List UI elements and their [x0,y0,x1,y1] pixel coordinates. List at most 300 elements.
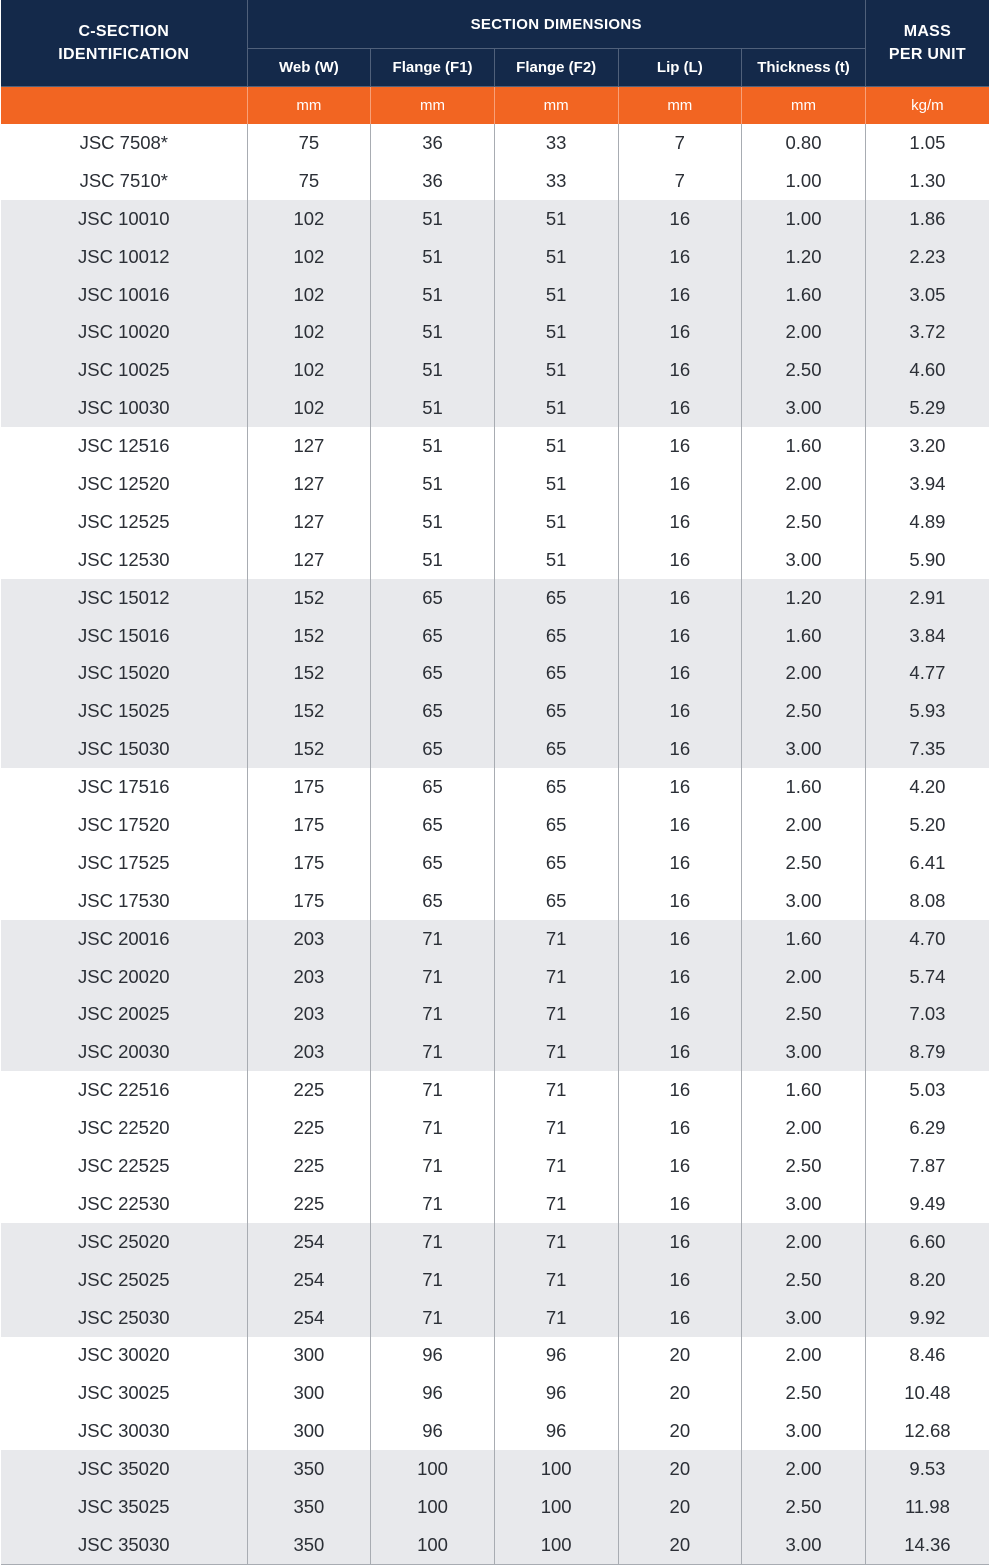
table-row [1,1299,989,1337]
table-row [1,1412,989,1450]
cell-section-id: JSC 10025 [1,351,247,389]
cell-flange-f1: 71 [371,1109,495,1147]
cell-section-id: JSC 25030 [1,1299,247,1337]
cell-flange-f1: 100 [371,1450,495,1488]
cell-section-id: JSC 25025 [1,1261,247,1299]
table-row [1,692,989,730]
cell-flange-f2: 71 [494,1033,618,1071]
cell-thickness: 2.00 [742,1450,866,1488]
cell-web: 175 [247,806,371,844]
cell-lip: 16 [618,427,742,465]
cell-thickness: 2.50 [742,1147,866,1185]
table-row [1,427,989,465]
column-header-flange-f1: Flange (F1) [371,49,495,87]
cell-web: 152 [247,579,371,617]
cell-flange-f1: 65 [371,654,495,692]
cell-thickness: 2.50 [742,692,866,730]
cell-section-id: JSC 35020 [1,1450,247,1488]
table-row [1,1488,989,1526]
table-row [1,920,989,958]
cell-lip: 16 [618,1223,742,1261]
cell-mass: 5.90 [865,541,989,579]
cell-mass: 8.46 [865,1337,989,1375]
cell-web: 75 [247,162,371,200]
table-row [1,1033,989,1071]
cell-section-id: JSC 15030 [1,730,247,768]
cell-flange-f2: 71 [494,1261,618,1299]
cell-lip: 16 [618,995,742,1033]
column-header-thickness: Thickness (t) [742,49,866,87]
cell-web: 102 [247,200,371,238]
table-row [1,503,989,541]
column-header-flange-f2: Flange (F2) [494,49,618,87]
cell-lip: 16 [618,503,742,541]
cell-lip: 16 [618,882,742,920]
table-row [1,389,989,427]
cell-web: 254 [247,1223,371,1261]
cell-web: 300 [247,1374,371,1412]
cell-flange-f1: 51 [371,313,495,351]
cell-section-id: JSC 17530 [1,882,247,920]
column-header-lip: Lip (L) [618,49,742,87]
cell-flange-f1: 65 [371,579,495,617]
cell-lip: 16 [618,579,742,617]
cell-web: 203 [247,920,371,958]
cell-flange-f1: 71 [371,1147,495,1185]
cell-mass: 7.35 [865,730,989,768]
table-row [1,124,989,162]
units-spacer [1,87,247,125]
cell-web: 300 [247,1412,371,1450]
cell-mass: 5.03 [865,1071,989,1109]
cell-mass: 3.72 [865,313,989,351]
cell-flange-f1: 65 [371,844,495,882]
cell-thickness: 1.60 [742,427,866,465]
cell-flange-f1: 51 [371,541,495,579]
cell-section-id: JSC 30030 [1,1412,247,1450]
table-row [1,806,989,844]
cell-thickness: 3.00 [742,1033,866,1071]
cell-thickness: 2.50 [742,1261,866,1299]
cell-flange-f2: 51 [494,389,618,427]
cell-lip: 20 [618,1450,742,1488]
cell-flange-f2: 96 [494,1412,618,1450]
cell-mass: 4.89 [865,503,989,541]
cell-thickness: 1.60 [742,276,866,314]
cell-mass: 5.74 [865,958,989,996]
cell-thickness: 3.00 [742,1185,866,1223]
table-row [1,844,989,882]
cell-thickness: 1.20 [742,238,866,276]
cell-web: 175 [247,768,371,806]
cell-flange-f2: 65 [494,617,618,655]
cell-thickness: 3.00 [742,882,866,920]
cell-web: 102 [247,313,371,351]
cell-thickness: 3.00 [742,1526,866,1564]
cell-section-id: JSC 12516 [1,427,247,465]
cell-flange-f2: 51 [494,427,618,465]
cell-flange-f1: 51 [371,276,495,314]
cell-mass: 6.60 [865,1223,989,1261]
cell-thickness: 1.60 [742,920,866,958]
table-body [1,124,989,1564]
cell-flange-f1: 96 [371,1374,495,1412]
section-dimensions-header: SECTION DIMENSIONS [247,0,865,49]
unit-lip: mm [618,87,742,125]
cell-web: 102 [247,238,371,276]
table-row [1,1526,989,1564]
cell-web: 175 [247,882,371,920]
cell-flange-f1: 71 [371,1071,495,1109]
cell-flange-f1: 51 [371,238,495,276]
cell-thickness: 2.00 [742,465,866,503]
table-row [1,276,989,314]
cell-web: 152 [247,617,371,655]
cell-flange-f1: 71 [371,958,495,996]
cell-section-id: JSC 20030 [1,1033,247,1071]
table-row [1,1261,989,1299]
cell-flange-f2: 65 [494,654,618,692]
cell-section-id: JSC 22525 [1,1147,247,1185]
cell-web: 102 [247,276,371,314]
cell-mass: 3.94 [865,465,989,503]
cell-section-id: JSC 20020 [1,958,247,996]
cell-mass: 5.93 [865,692,989,730]
cell-section-id: JSC 10010 [1,200,247,238]
cell-section-id: JSC 15020 [1,654,247,692]
cell-web: 254 [247,1261,371,1299]
cell-web: 102 [247,351,371,389]
identification-header-line2: IDENTIFICATION [58,46,190,63]
cell-lip: 16 [618,465,742,503]
table-row [1,654,989,692]
cell-flange-f1: 36 [371,162,495,200]
cell-section-id: JSC 22516 [1,1071,247,1109]
cell-web: 300 [247,1337,371,1375]
cell-mass: 10.48 [865,1374,989,1412]
cell-thickness: 2.50 [742,995,866,1033]
cell-web: 203 [247,1033,371,1071]
mass-header-line2: PER UNIT [888,46,966,63]
cell-mass: 9.92 [865,1299,989,1337]
cell-thickness: 1.60 [742,768,866,806]
cell-lip: 7 [618,162,742,200]
c-section-table [1,0,989,1565]
cell-flange-f1: 100 [371,1526,495,1564]
cell-web: 350 [247,1488,371,1526]
identification-header-line1: C-SECTION [78,23,170,40]
cell-lip: 16 [618,1299,742,1337]
cell-section-id: JSC 25020 [1,1223,247,1261]
units-row [1,87,989,125]
cell-flange-f2: 71 [494,958,618,996]
table-row [1,617,989,655]
cell-lip: 16 [618,389,742,427]
cell-lip: 16 [618,1033,742,1071]
table-row [1,162,989,200]
table-row [1,313,989,351]
cell-mass: 4.60 [865,351,989,389]
cell-lip: 16 [618,692,742,730]
table-row [1,200,989,238]
cell-section-id: JSC 7508* [1,124,247,162]
cell-flange-f2: 51 [494,276,618,314]
cell-lip: 20 [618,1526,742,1564]
cell-flange-f2: 71 [494,1147,618,1185]
cell-thickness: 1.60 [742,1071,866,1109]
mass-header-line1: MASS [903,23,952,40]
cell-section-id: JSC 10016 [1,276,247,314]
cell-lip: 16 [618,313,742,351]
cell-lip: 16 [618,806,742,844]
cell-flange-f2: 71 [494,1109,618,1147]
cell-lip: 16 [618,1185,742,1223]
cell-mass: 3.20 [865,427,989,465]
cell-section-id: JSC 22520 [1,1109,247,1147]
cell-thickness: 2.50 [742,1374,866,1412]
cell-thickness: 1.60 [742,617,866,655]
cell-mass: 1.30 [865,162,989,200]
cell-mass: 2.91 [865,579,989,617]
table-row [1,541,989,579]
cell-thickness: 3.00 [742,1299,866,1337]
cell-thickness: 2.50 [742,503,866,541]
unit-mass: kg/m [865,87,989,125]
unit-flange-f1: mm [371,87,495,125]
cell-mass: 4.77 [865,654,989,692]
column-header-web: Web (W) [247,49,371,87]
cell-lip: 16 [618,654,742,692]
cell-flange-f2: 65 [494,692,618,730]
cell-thickness: 2.00 [742,1109,866,1147]
cell-flange-f1: 51 [371,389,495,427]
cell-web: 127 [247,503,371,541]
cell-section-id: JSC 15025 [1,692,247,730]
cell-web: 152 [247,692,371,730]
table-row [1,238,989,276]
cell-mass: 5.29 [865,389,989,427]
cell-thickness: 2.00 [742,1337,866,1375]
cell-flange-f2: 51 [494,541,618,579]
table-row [1,1450,989,1488]
table-row [1,579,989,617]
cell-web: 350 [247,1526,371,1564]
cell-lip: 16 [618,1071,742,1109]
cell-lip: 20 [618,1488,742,1526]
cell-section-id: JSC 12530 [1,541,247,579]
cell-section-id: JSC 15012 [1,579,247,617]
cell-section-id: JSC 12520 [1,465,247,503]
cell-lip: 16 [618,1147,742,1185]
cell-web: 203 [247,995,371,1033]
cell-thickness: 2.00 [742,806,866,844]
cell-web: 225 [247,1071,371,1109]
cell-flange-f2: 100 [494,1450,618,1488]
cell-flange-f1: 96 [371,1412,495,1450]
cell-mass: 14.36 [865,1526,989,1564]
cell-lip: 20 [618,1337,742,1375]
cell-section-id: JSC 20025 [1,995,247,1033]
cell-thickness: 1.00 [742,162,866,200]
cell-flange-f2: 65 [494,806,618,844]
cell-flange-f1: 51 [371,200,495,238]
cell-mass: 6.29 [865,1109,989,1147]
cell-thickness: 0.80 [742,124,866,162]
cell-web: 203 [247,958,371,996]
cell-flange-f1: 71 [371,1299,495,1337]
cell-mass: 7.87 [865,1147,989,1185]
cell-thickness: 2.00 [742,313,866,351]
cell-mass: 12.68 [865,1412,989,1450]
cell-web: 225 [247,1147,371,1185]
cell-web: 225 [247,1185,371,1223]
cell-flange-f1: 65 [371,730,495,768]
cell-flange-f2: 51 [494,200,618,238]
cell-flange-f1: 51 [371,465,495,503]
cell-flange-f2: 65 [494,768,618,806]
cell-thickness: 3.00 [742,541,866,579]
cell-web: 152 [247,654,371,692]
cell-web: 127 [247,465,371,503]
cell-flange-f2: 33 [494,162,618,200]
cell-flange-f1: 65 [371,768,495,806]
cell-flange-f2: 71 [494,1299,618,1337]
cell-web: 127 [247,427,371,465]
cell-section-id: JSC 15016 [1,617,247,655]
cell-flange-f1: 71 [371,995,495,1033]
identification-header [1,0,247,87]
cell-thickness: 1.20 [742,579,866,617]
cell-section-id: JSC 30020 [1,1337,247,1375]
cell-mass: 7.03 [865,995,989,1033]
cell-lip: 20 [618,1374,742,1412]
cell-thickness: 3.00 [742,730,866,768]
cell-flange-f1: 65 [371,692,495,730]
cell-thickness: 3.00 [742,389,866,427]
cell-mass: 4.20 [865,768,989,806]
cell-flange-f2: 33 [494,124,618,162]
cell-lip: 16 [618,1261,742,1299]
cell-section-id: JSC 10030 [1,389,247,427]
cell-thickness: 1.00 [742,200,866,238]
cell-lip: 16 [618,276,742,314]
cell-flange-f2: 71 [494,1185,618,1223]
cell-flange-f2: 65 [494,844,618,882]
cell-web: 152 [247,730,371,768]
table-row [1,1223,989,1261]
table-row [1,958,989,996]
cell-mass: 5.20 [865,806,989,844]
table-row [1,465,989,503]
cell-lip: 16 [618,200,742,238]
cell-flange-f1: 71 [371,1223,495,1261]
table-row [1,1147,989,1185]
cell-web: 225 [247,1109,371,1147]
cell-flange-f1: 51 [371,503,495,541]
table-row [1,1109,989,1147]
cell-flange-f2: 96 [494,1374,618,1412]
cell-flange-f2: 71 [494,1071,618,1109]
cell-flange-f1: 71 [371,1033,495,1071]
cell-flange-f1: 96 [371,1337,495,1375]
cell-section-id: JSC 30025 [1,1374,247,1412]
cell-flange-f2: 65 [494,579,618,617]
cell-mass: 4.70 [865,920,989,958]
table-row [1,882,989,920]
cell-flange-f1: 71 [371,1185,495,1223]
cell-section-id: JSC 17525 [1,844,247,882]
cell-lip: 20 [618,1412,742,1450]
cell-section-id: JSC 10012 [1,238,247,276]
cell-flange-f2: 51 [494,313,618,351]
cell-flange-f1: 51 [371,351,495,389]
cell-web: 127 [247,541,371,579]
cell-mass: 8.20 [865,1261,989,1299]
table-row [1,995,989,1033]
cell-thickness: 2.00 [742,1223,866,1261]
unit-flange-f2: mm [494,87,618,125]
cell-section-id: JSC 22530 [1,1185,247,1223]
cell-lip: 16 [618,920,742,958]
cell-flange-f2: 51 [494,238,618,276]
cell-flange-f1: 65 [371,617,495,655]
cell-flange-f2: 51 [494,351,618,389]
cell-flange-f2: 71 [494,995,618,1033]
unit-thickness: mm [742,87,866,125]
cell-lip: 16 [618,958,742,996]
cell-lip: 16 [618,730,742,768]
cell-lip: 16 [618,768,742,806]
cell-mass: 9.53 [865,1450,989,1488]
cell-mass: 1.05 [865,124,989,162]
table-row [1,730,989,768]
cell-flange-f1: 65 [371,882,495,920]
cell-flange-f2: 65 [494,730,618,768]
cell-mass: 11.98 [865,1488,989,1526]
cell-section-id: JSC 35030 [1,1526,247,1564]
cell-mass: 2.23 [865,238,989,276]
cell-web: 75 [247,124,371,162]
table-row [1,1374,989,1412]
cell-web: 350 [247,1450,371,1488]
cell-web: 102 [247,389,371,427]
cell-thickness: 2.50 [742,1488,866,1526]
cell-mass: 6.41 [865,844,989,882]
cell-mass: 8.08 [865,882,989,920]
cell-flange-f2: 100 [494,1488,618,1526]
cell-flange-f2: 96 [494,1337,618,1375]
cell-section-id: JSC 17516 [1,768,247,806]
cell-lip: 16 [618,1109,742,1147]
cell-web: 254 [247,1299,371,1337]
cell-flange-f2: 51 [494,503,618,541]
cell-section-id: JSC 10020 [1,313,247,351]
cell-flange-f2: 65 [494,882,618,920]
cell-flange-f1: 71 [371,1261,495,1299]
cell-mass: 8.79 [865,1033,989,1071]
cell-mass: 3.84 [865,617,989,655]
table-row [1,768,989,806]
cell-thickness: 2.00 [742,958,866,996]
mass-header [865,0,989,87]
cell-flange-f1: 51 [371,427,495,465]
cell-section-id: JSC 17520 [1,806,247,844]
cell-flange-f1: 65 [371,806,495,844]
cell-thickness: 2.50 [742,351,866,389]
table-header [1,0,989,124]
table-row [1,1337,989,1375]
table-row [1,351,989,389]
